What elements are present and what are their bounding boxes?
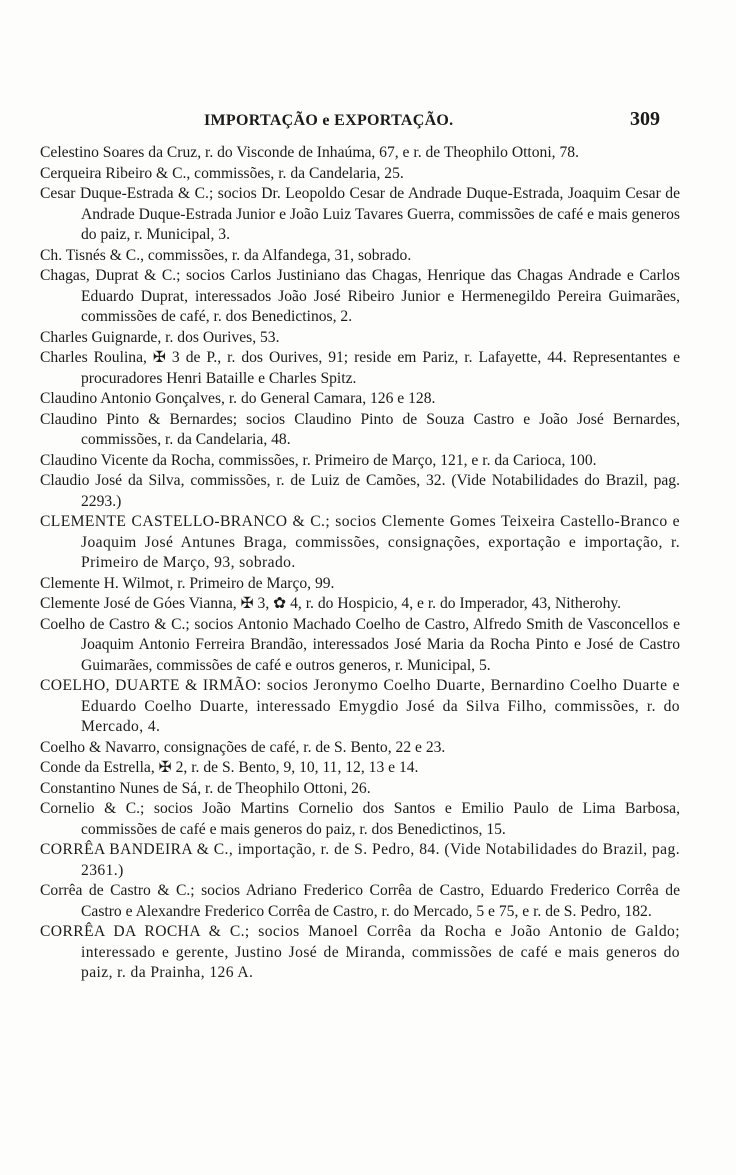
directory-entry: CLEMENTE CASTELLO-BRANCO & C.; socios Clemente Gomes Teixeira Castello-Branco e Joaquim José Antunes Braga, commissões, consignações, exportação e importação, r. Primeiro de Março, 93, sobrado. <box>40 513 680 571</box>
directory-entry: Claudino Antonio Gonçalves, r. do General Camara, 126 e 128. <box>40 390 436 407</box>
directory-entry: Coelho de Castro & C.; socios Antonio Machado Coelho de Castro, Alfredo Smith de Vasconcellos e Joaquim Antonio Ferreira Brandão, interessados José Maria da Rocha Pinto e José de Castro Guimarães, commissões de café e outros generos, r. Municipal, 5. <box>40 615 680 674</box>
directory-entry: Chagas, Duprat & C.; socios Carlos Justiniano das Chagas, Henrique das Chagas Andrade e Carlos Eduardo Duprat, interessados João José Ribeiro Junior e Hermenegildo Pereira Guimarães, commissões de café, r. dos Benedictinos, 2. <box>40 267 680 325</box>
directory-entry: CORRÊA DA ROCHA & C.; socios Manoel Corrêa da Rocha e João Antonio de Galdo; interessado e gerente, Justino José de Miranda, commissões de café e mais generos do paiz, r. da Prainha, 126 A. <box>40 923 680 981</box>
directory-entry: Clemente H. Wilmot, r. Primeiro de Março, 99. <box>40 574 335 592</box>
directory-entries <box>40 143 680 984</box>
page-header <box>0 108 736 138</box>
directory-entry: Coelho & Navarro, consignações de café, r. de S. Bento, 22 e 23. <box>40 738 446 756</box>
directory-entry: Ch. Tisnés & C., commissões, r. da Alfandega, 31, sobrado. <box>40 246 412 264</box>
directory-entry: Charles Roulina, ✠ 3 de P., r. dos Ourives, 91; reside em Pariz, r. Lafayette, 44. Representantes e procuradores Henri Bataille e Charles Spitz. <box>40 349 680 387</box>
directory-entry: Conde da Estrella, ✠ 2, r. de S. Bento, 9, 10, 11, 12, 13 e 14. <box>40 759 419 776</box>
directory-entry: Claudio José da Silva, commissões, r. de Luiz de Camões, 32. (Vide Notabilidades do Brazil, pag. 2293.) <box>40 472 680 510</box>
directory-entry: Cesar Duque-Estrada & C.; socios Dr. Leopoldo Cesar de Andrade Duque-Estrada, Joaquim Cesar de Andrade Duque-Estrada Junior e João Luiz Tavares Guerra, commissões de café e mais generos do paiz, r. Municipal, 3. <box>40 185 680 243</box>
directory-entry: CORRÊA BANDEIRA & C., importação, r. de S. Pedro, 84. (Vide Notabilidades do Brazil, pag. 2361.) <box>40 841 680 879</box>
directory-entry: Celestino Soares da Cruz, r. do Visconde de Inhaúma, 67, e r. de Theophilo Ottoni, 78. <box>40 144 579 161</box>
directory-entry: Claudino Vicente da Rocha, commissões, r. Primeiro de Março, 121, e r. da Carioca, 100. <box>40 451 597 469</box>
directory-entry: Clemente José de Góes Vianna, ✠ 3, ✿ 4, r. do Hospicio, 4, e r. do Imperador, 43, Nitherohy. <box>40 595 622 612</box>
directory-entry: Charles Guignarde, r. dos Ourives, 53. <box>40 328 280 346</box>
directory-entry: Cornelio & C.; socios João Martins Cornelio dos Santos e Emilio Paulo de Lima Barbosa, commissões de café e mais generos do paiz, r. dos Benedictinos, 15. <box>40 800 680 838</box>
running-title: IMPORTAÇÃO e EXPORTAÇÃO. <box>204 112 454 129</box>
directory-entry: Constantino Nunes de Sá, r. de Theophilo Ottoni, 26. <box>40 779 371 797</box>
directory-entry: Corrêa de Castro & C.; socios Adriano Frederico Corrêa de Castro, Eduardo Frederico Corrêa de Castro e Alexandre Frederico Corrêa de Castro, r. do Mercado, 5 e 75, e r. de S. Pedro, 182. <box>40 882 680 920</box>
directory-entry: Cerqueira Ribeiro & C., commissões, r. da Candelaria, 25. <box>40 164 404 182</box>
page-number: 309 <box>630 108 660 130</box>
directory-entry: COELHO, DUARTE & IRMÃO: socios Jeronymo Coelho Duarte, Bernardino Coelho Duarte e Eduardo Coelho Duarte, interessado Emygdio José da Silva Filho, commissões, r. do Mercado, 4. <box>40 677 680 735</box>
directory-entry: Claudino Pinto & Bernardes; socios Claudino Pinto de Souza Castro e João José Bernardes, commissões, r. da Candelaria, 48. <box>40 410 680 448</box>
